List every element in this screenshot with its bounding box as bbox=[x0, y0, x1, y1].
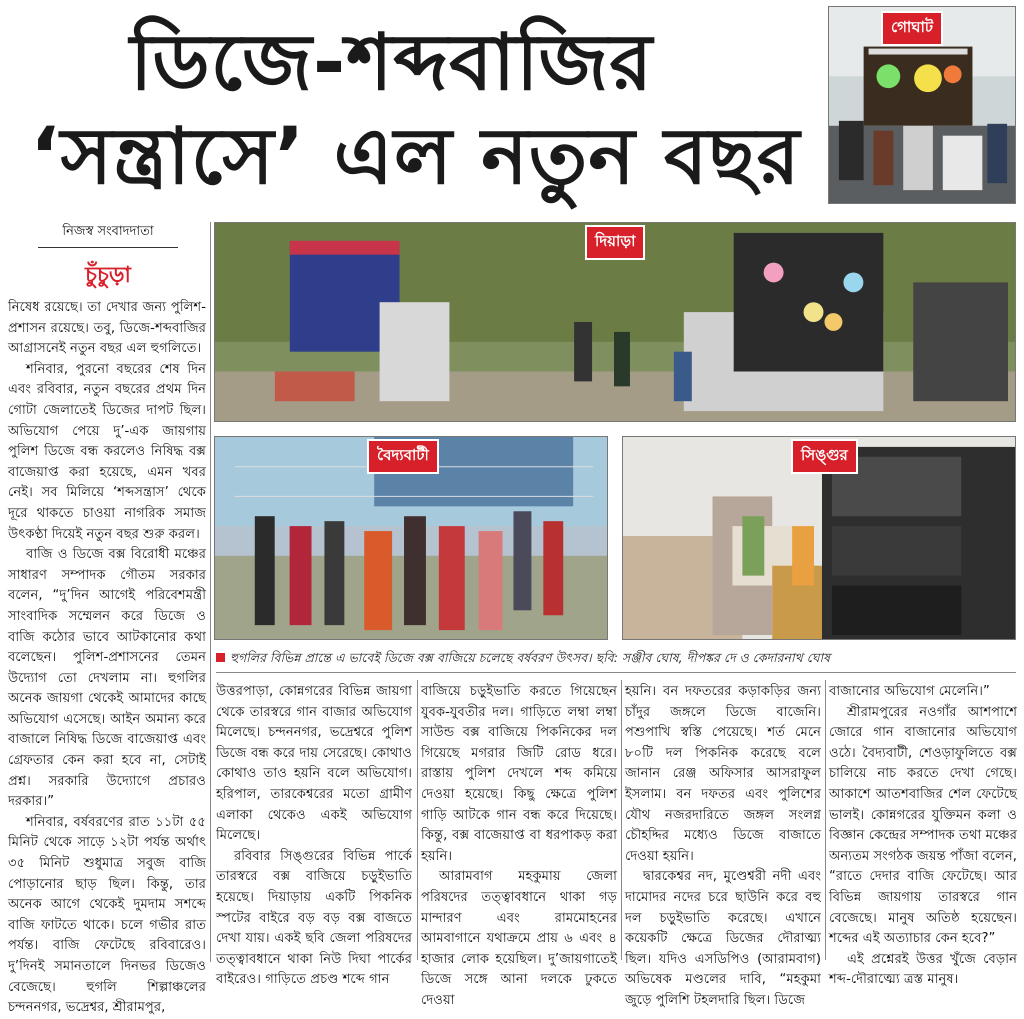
photo-location-tag: বৈদ্যবাটী bbox=[367, 439, 439, 474]
paragraph: বাজানোর অভিযোগ মেলেনি।” bbox=[829, 684, 990, 699]
paragraph: আরামবাগ মহকুমায় জেলা পরিষদের তত্ত্বাবধানে থাকা গড় মান্দারণ এবং রামমোহনের আমবাগানে যথাক্রমে প্রায় ৬ এবং ৪ হাজার লোক হয়েছিল। দু’জায়গাতেই ডিজে সঙ্গে আনা দলকে ঢুকতে দেওয়া bbox=[421, 869, 617, 1008]
photo-goghat bbox=[828, 6, 1016, 204]
paragraph: শনিবার, বর্ষবরণের রাত ১১টা ৫৫ মিনিট থেকে সাড়ে ১২টা পর্যন্ত অর্থাৎ ৩৫ মিনিট শুধুমাত্র সবুজ বাজি পোড়ানোর ছাড় ছিল। কিন্তু, তার অনেক আগে থেকেই দুমদাম সশব্দে বাজি ফাটতে থাকে। চলে গভীর রাত পর্যন্ত। বাজি ফেটেছে রবিবারেও। দু’দিনই সমানতালে দিনভর ডিজেও বেজেছে। হুগলি শিল্পাঞ্চলের চন্দননগর, ভদ্রেশ্বর, শ্রীরামপুর, bbox=[8, 814, 206, 1016]
article-column-2 bbox=[216, 682, 412, 991]
paragraph: নিষেধ রয়েছে। তা দেখার জন্য পুলিশ-প্রশাসন রয়েছে। তবু, ডিজে-শব্দবাজির আগ্রাসনেই নতুন বছর এল হুগলিতে। bbox=[8, 300, 206, 357]
photo-baidyabati bbox=[214, 436, 608, 640]
paragraph: শ্রীরামপুরের নওগাঁর আশপাশে জোরে গান বাজানোর অভিযোগ ওঠে। বৈদ্যবাটী, শেওড়াফুলিতে বক্স চালিয়ে নাচ করতে দেখা গেছে। আকাশে আতশবাজির শেল ফেটেছে ভালই। কোন্নগরের যুক্তিমন কলা ও বিজ্ঞান কেন্দ্রের সম্পাদক তথা মঞ্চের অন্যতম সংগঠক জয়ন্ত পাঁজা বলেন, “রাতে দেদার বাজি ফেটেছে। আর বিভিন্ন জায়গায় তারস্বরে গান বেজেছে। মানুষ অতিষ্ঠ হয়েছেন। শব্দের এই অত্যাচার কেন হবে?” bbox=[829, 704, 1017, 947]
photo-location-tag: সিঙ্গুর bbox=[791, 439, 858, 474]
column-divider bbox=[210, 222, 211, 962]
caption-text: হুগলির বিভিন্ন প্রান্তে এ ভাবেই ডিজে বক্স বাজিয়ে চলেছে বর্ষবরণ উৎসব। ছবি: সঞ্জীব ঘোষ, দীপঙ্কর দে ও কেদারনাথ ঘোষ bbox=[230, 650, 831, 665]
paragraph: দ্বারকেশ্বর নদ, মুণ্ডেশ্বরী নদী এবং দামোদর নদের চরে ছাউনি করে বহু দল চড়ুইভাতি করেছে। এখানে কয়েকটি ক্ষেত্রে ডিজের দৌরাত্ম্য ছিল। যদিও এসডিপিও (আরামবাগ) অভিষেক মণ্ডলের দাবি, “মহকুমা জুড়ে পুলিশি টহলদারি ছিল। ডিজে bbox=[625, 869, 821, 1008]
caption-square-icon bbox=[216, 653, 225, 662]
byline-text: নিজস্ব সংবাদদাতা bbox=[38, 222, 178, 248]
headline-line-1: ডিজে-শব্দবাজির bbox=[130, 18, 654, 108]
headline-line-2: ‘সন্ত্রাসে’ এল নতুন বছর bbox=[30, 112, 801, 202]
paragraph: বাজিয়ে চড়ুইভাতি করতে গিয়েছেন যুবক-যুবতীর দল। গাড়িতে লম্বা লম্বা সাউন্ড বক্স বাজিয়ে পিকনিকের দল গিয়েছে মগরার জিটি রোড ধরে। রাস্তায় পুলিশ দেখলে শব্দ কমিয়ে দেওয়া হয়েছে। কিছু ক্ষেত্রে পুলিশ গাড়ি আটকে গান বন্ধ করে দিয়েছে। কিন্তু, বক্স বাজেয়াপ্ত বা ধরপাকড় করা হয়নি। bbox=[421, 684, 617, 864]
column-divider bbox=[621, 680, 622, 960]
byline bbox=[8, 222, 208, 254]
paragraph: বাজি ও ডিজে বক্স বিরোধী মঞ্চের সাধারণ সম্পাদক গৌতম সরকার বলেন, “দু’দিন আগেই পরিবেশমন্ত্রী সাংবাদিক সম্মেলন করে ডিজে ও বাজি কঠোর ভাবে আটকানোর কথা বলেছেন। পুলিশ-প্রশাসনের তেমন উদ্যোগ তো দেখলাম না। হুগলির অনেক জায়গা থেকেই আমাদের কাছে অভিযোগ এসেছে। আইন অমান্য করে বাজালে নিষিদ্ধ ডিজে বাজেয়াপ্ত এবং গ্রেফতার কেন করা হবে না, সেটাই প্রশ্ন। সরকারি উদ্যোগে প্রচারও দরকার।” bbox=[8, 547, 206, 810]
paragraph: এই প্রশ্নেরই উত্তর খুঁজে বেড়ান শব্দ-দৌরাত্ম্যে ত্রস্ত মানুষ। bbox=[829, 951, 1017, 988]
paragraph: উত্তরপাড়া, কোন্নগরের বিভিন্ন জায়গা থেকে তারস্বরে গান বাজার অভিযোগ মিলেছে। চন্দননগর, ভদ্রেশ্বরে পুলিশ ডিজে বন্ধ করে দায় সেরেছে। কোথাও কোথাও তাও হয়নি বলে অভিযোগ। হরিপাল, তারকেশ্বরের মতো গ্রামীণ এলাকা থেকেও একই অভিযোগ মিলেছে। bbox=[216, 684, 412, 844]
paragraph: রবিবার সিঙ্গুরের বিভিন্ন পার্কে তারস্বরে বক্স বাজিয়ে চড়ুইভাতি হয়েছে। দিয়াড়ায় একটি পিকনিক স্পটের বাইরে বড় বড় বক্স বাজতে দেখা যায়। একই ছবি জেলা পরিষদের তত্ত্বাবধানে থাকা নিউ দিঘা পার্কের বাইরেও। গাড়িতে প্রচণ্ড শব্দে গান bbox=[216, 848, 412, 988]
paragraph: হয়নি। বন দফতরের কড়াকড়ির জন্য চাঁদুর জঙ্গলে ডিজে বাজেনি। পশুপাখি স্বস্তি পেয়েছে। শর্ত মেনে ৮০টি দল পিকনিক করেছে বলে জানান রেঞ্জ অফিসার আসরাফুল ইসলাম। বন দফতর এবং পুলিশের যৌথ নজরদারিতে জঙ্গল সংলগ্ন চৌহদ্দির মধ্যেও ডিজে বাজাতে দেওয়া হয়নি। bbox=[625, 684, 821, 864]
photo-caption bbox=[216, 650, 1016, 670]
article-column-5 bbox=[829, 682, 1017, 991]
photo-location-tag: দিয়াড়া bbox=[585, 225, 645, 260]
article-column-3 bbox=[421, 682, 617, 1012]
column-divider bbox=[417, 680, 418, 960]
photo-singur bbox=[622, 436, 1016, 640]
photo-diara bbox=[214, 222, 1016, 422]
dateline: চুঁচুড়া bbox=[85, 263, 131, 288]
photo-location-tag: গোঘাট bbox=[881, 11, 943, 46]
article-column-1 bbox=[8, 298, 206, 1019]
column-divider bbox=[825, 680, 826, 960]
caption-divider bbox=[216, 672, 1016, 673]
article-column-4 bbox=[625, 682, 821, 1012]
paragraph: শনিবার, পুরনো বছরের শেষ দিন এবং রবিবার, নতুন বছরের প্রথম দিন গোটা জেলাতেই ডিজের দাপট ছিল। অভিযোগ পেয়ে দু’-এক জায়গায় পুলিশ ডিজে বন্ধ করলেও নিষিদ্ধ বক্স বাজেয়াপ্ত করা হয়েছে, এমন খবর নেই। সব মিলিয়ে ‘শব্দসন্ত্রাস’ থেকে দূরে থাকতে চাওয়া নাগরিক সমাজ উৎকণ্ঠা দিয়েই নতুন বছর শুরু করল। bbox=[8, 361, 206, 542]
